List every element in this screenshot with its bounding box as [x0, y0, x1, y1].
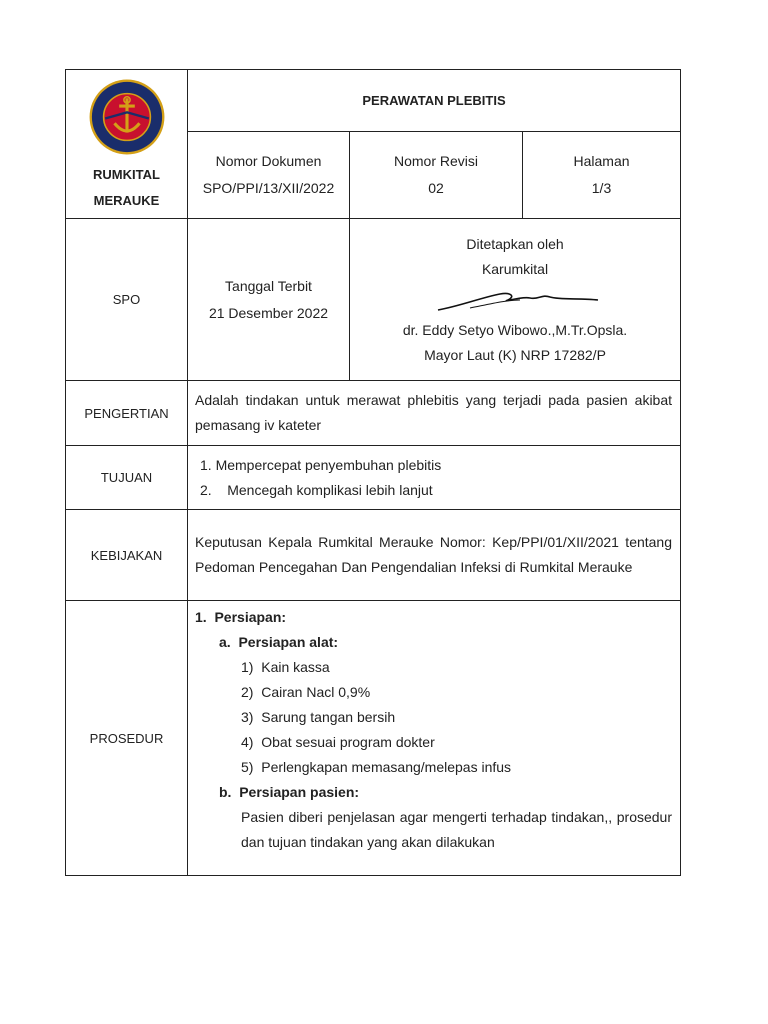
revision-label: Nomor Revisi	[393, 153, 478, 169]
hospital-logo	[88, 78, 166, 156]
pengertian-label: PENGERTIAN	[66, 381, 188, 446]
spo-document	[65, 69, 680, 866]
prosedur-label: PROSEDUR	[66, 601, 188, 876]
spo-label: SPO	[66, 219, 188, 381]
tool-item: 2) Cairan Nacl 0,9%	[241, 684, 371, 700]
tool-item: 5) Perlengkapan memasang/melepas infus	[241, 759, 512, 775]
prosedur-sub-b: b. Persiapan pasien:	[219, 784, 360, 800]
doc-number-value: SPO/PPI/13/XII/2022	[202, 180, 335, 196]
issue-date-cell	[188, 219, 350, 381]
doc-number-label: Nomor Dokumen	[215, 153, 322, 169]
tool-item: 3) Sarung tangan bersih	[241, 709, 396, 725]
doc-number-cell	[188, 132, 350, 219]
set-by-label: Ditetapkan oleh	[466, 235, 564, 252]
pengertian-text: Adalah tindakan untuk merawat phlebitis yang terjadi pada pasien akibat pemasang iv kateter	[188, 381, 681, 446]
page-cell	[523, 132, 681, 219]
page-label: Halaman	[573, 153, 630, 169]
issue-date-label: Tanggal Terbit	[225, 277, 312, 294]
tujuan-label: TUJUAN	[66, 446, 188, 510]
tool-item: 4) Obat sesuai program dokter	[241, 734, 435, 750]
position-label: Karumkital	[481, 260, 549, 277]
signer-rank: Mayor Laut (K) NRP 17282/P	[424, 346, 606, 363]
signer-name: dr. Eddy Setyo Wibowo.,M.Tr.Opsla.	[402, 321, 628, 338]
revision-value: 02	[428, 180, 444, 196]
hospital-name-line1: RUMKITAL	[93, 167, 160, 182]
document-title: PERAWATAN PLEBITIS	[188, 70, 681, 132]
hospital-cell	[66, 70, 188, 219]
kebijakan-text: Keputusan Kepala Rumkital Merauke Nomor: Kep/PPI/01/XII/2021 tentang Pedoman Pencegahan Dan Pengendalian Infeksi di Rumkital Merauke	[188, 510, 681, 601]
spo-table	[65, 69, 681, 876]
kebijakan-label: KEBIJAKAN	[66, 510, 188, 601]
tujuan-list	[188, 446, 681, 510]
tujuan-item-1: 1. Mempercepat penyembuhan plebitis	[200, 456, 442, 473]
prosedur-content	[188, 601, 681, 876]
hospital-name-line2: MERAUKE	[93, 193, 160, 208]
prosedur-sub-a: a. Persiapan alat:	[219, 634, 339, 650]
page-value: 1/3	[591, 180, 612, 196]
tool-item: 1) Kain kassa	[241, 659, 330, 675]
issue-date-value: 21 Desember 2022	[208, 304, 329, 321]
signature-image	[430, 288, 600, 314]
approval-cell	[350, 219, 681, 381]
patient-prep-text: Pasien diberi penjelasan agar mengerti terhadap tindakan,, prosedur dan tujuan tindakan yang akan dilakukan	[241, 809, 673, 850]
revision-cell	[350, 132, 523, 219]
tujuan-item-2: 2. Mencegah komplikasi lebih lanjut	[200, 481, 433, 498]
prosedur-step-1: 1. Persiapan:	[195, 609, 287, 625]
